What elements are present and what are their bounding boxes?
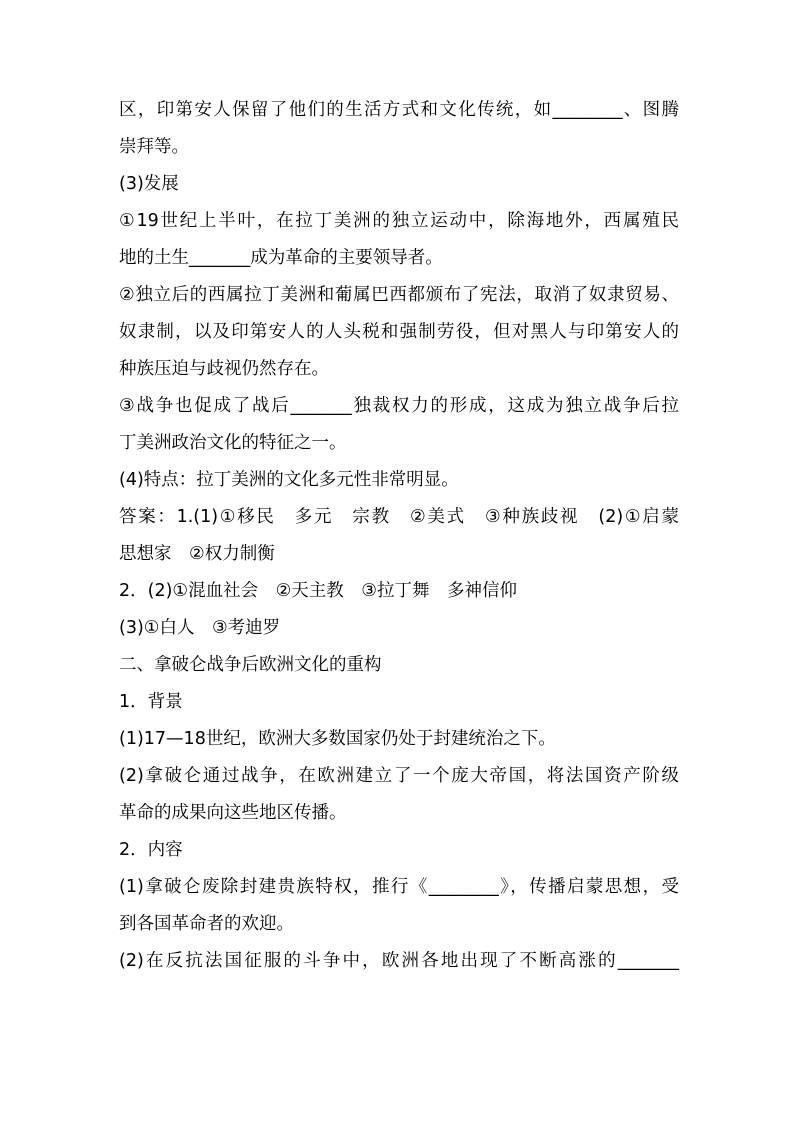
- section-heading-napoleon: 二、拿破仑战争后欧洲文化的重构: [119, 655, 382, 675]
- document-page: [119, 92, 679, 980]
- text-line-7: 奴隶制，以及印第安人的人头税和强制劳役，但对黑人与印第安人的: [119, 322, 679, 342]
- text-line-23: 到各国革命者的欢迎。: [119, 914, 294, 934]
- text-line-6: ②独立后的西属拉丁美洲和葡属巴西都颁布了宪法，取消了奴隶贸易、: [119, 285, 679, 305]
- text-line-18: (1)17—18世纪，欧洲大多数国家仍处于封建统治之下。: [119, 729, 556, 749]
- answer-line-1: 答案：1.(1)①移民 多元 宗教 ②美式 ③种族歧视 (2)①启蒙: [119, 507, 679, 527]
- text-line-1: 区，印第安人保留了他们的生活方式和文化传统，如________、图腾: [119, 100, 679, 120]
- text-line-24: (2)在反抗法国征服的斗争中，欧洲各地出现了不断高涨的_______: [119, 951, 679, 971]
- text-line-8: 种族压迫与歧视仍然存在。: [119, 359, 329, 379]
- text-line-9: ③战争也促成了战后_______独裁权力的形成，这成为独立战争后拉: [119, 396, 679, 416]
- answer-line-3: 2．(2)①混血社会 ②天主教 ③拉丁舞 多神信仰: [119, 581, 517, 601]
- text-line-10: 丁美洲政治文化的特征之一。: [119, 433, 347, 453]
- text-line-2: 崇拜等。: [119, 137, 189, 157]
- section-heading-development: (3)发展: [119, 174, 179, 194]
- text-line-22: (1)拿破仑废除封建贵族特权，推行《________》，传播启蒙思想，受: [119, 877, 679, 897]
- text-line-20: 革命的成果向这些地区传播。: [119, 803, 347, 823]
- subheading-content: 2．内容: [119, 840, 183, 860]
- section-heading-features: (4)特点：拉丁美洲的文化多元性非常明显。: [119, 470, 459, 490]
- text-line-19: (2)拿破仑通过战争，在欧洲建立了一个庞大帝国，将法国资产阶级: [119, 766, 679, 786]
- subheading-background: 1．背景: [119, 692, 183, 712]
- text-line-4: ①19世纪上半叶，在拉丁美洲的独立运动中，除海地外，西属殖民: [119, 211, 679, 231]
- answer-line-2: 思想家 ②权力制衡: [119, 544, 275, 564]
- text-line-5: 地的土生_______成为革命的主要领导者。: [119, 248, 443, 268]
- answer-line-4: (3)①白人 ③考迪罗: [119, 618, 281, 638]
